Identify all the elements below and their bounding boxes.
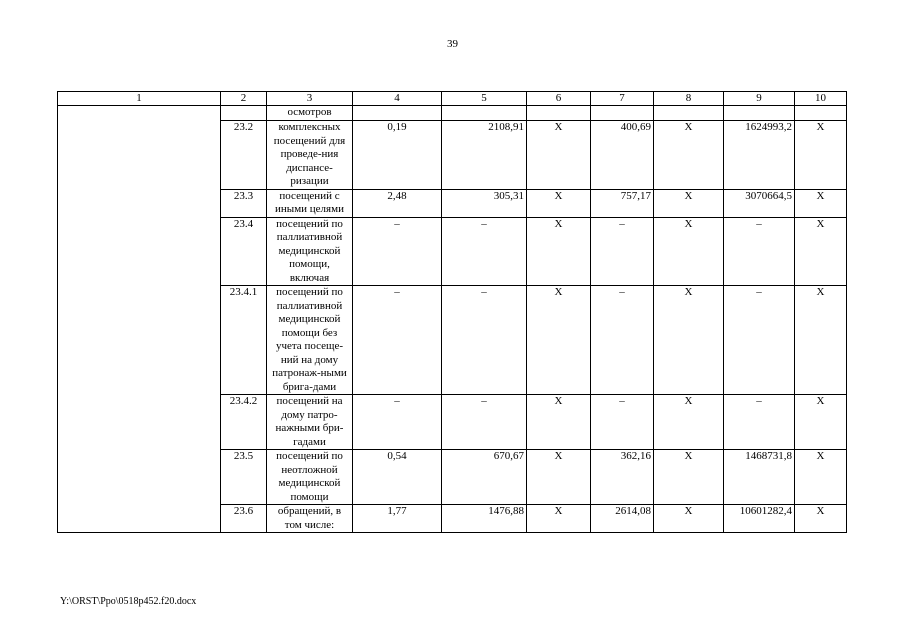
cell-col6: X xyxy=(527,450,591,505)
cell-col4: – xyxy=(353,395,442,450)
merged-cell-col1 xyxy=(58,106,221,533)
cell-num: 23.2 xyxy=(221,121,267,190)
cell-num: 23.4.2 xyxy=(221,395,267,450)
cell-col8: X xyxy=(654,450,724,505)
cell-col9: 10601282,4 xyxy=(724,505,795,533)
cell-col9: – xyxy=(724,286,795,395)
header-cell: 2 xyxy=(221,92,267,106)
cell-num: 23.5 xyxy=(221,450,267,505)
cell-desc: осмотров xyxy=(267,106,353,121)
header-cell: 7 xyxy=(591,92,654,106)
cell-col5: 305,31 xyxy=(442,189,527,217)
cell-col6: X xyxy=(527,121,591,190)
cell-col4: 0,19 xyxy=(353,121,442,190)
cell-col8: X xyxy=(654,217,724,286)
cell-col9: 1624993,2 xyxy=(724,121,795,190)
data-table xyxy=(57,91,847,533)
cell-col8: X xyxy=(654,189,724,217)
cell-desc: комплексных посещений для проведе-ния диспансе-ризации xyxy=(267,121,353,190)
cell-col9: 1468731,8 xyxy=(724,450,795,505)
cell-desc: посещений по паллиативной медицинской помощи без учета посеще-ний на дому патронаж-ными брига-дами xyxy=(267,286,353,395)
header-cell: 10 xyxy=(795,92,847,106)
cell-empty xyxy=(795,106,847,121)
cell-desc: обращений, в том числе: xyxy=(267,505,353,533)
cell-col8: X xyxy=(654,286,724,395)
cell-col5: – xyxy=(442,217,527,286)
cell-col6: X xyxy=(527,395,591,450)
cell-num: 23.4 xyxy=(221,217,267,286)
cell-empty xyxy=(527,106,591,121)
cell-col8: X xyxy=(654,505,724,533)
cell-col10: X xyxy=(795,121,847,190)
cell-empty xyxy=(353,106,442,121)
cell-col8: X xyxy=(654,395,724,450)
cell-desc: посещений по неотложной медицинской помощи xyxy=(267,450,353,505)
cell-col4: 1,77 xyxy=(353,505,442,533)
cell-empty xyxy=(591,106,654,121)
header-cell: 3 xyxy=(267,92,353,106)
header-cell: 9 xyxy=(724,92,795,106)
cell-col10: X xyxy=(795,217,847,286)
header-cell: 5 xyxy=(442,92,527,106)
cell-col7: – xyxy=(591,286,654,395)
cell-col6: X xyxy=(527,505,591,533)
cell-col7: 400,69 xyxy=(591,121,654,190)
cell-col5: – xyxy=(442,395,527,450)
cell-col6: X xyxy=(527,189,591,217)
cell-col9: 3070664,5 xyxy=(724,189,795,217)
header-cell: 1 xyxy=(58,92,221,106)
page-number: 39 xyxy=(447,38,458,50)
cell-desc: посещений по паллиативной медицинской помощи, включая xyxy=(267,217,353,286)
table-row-continued xyxy=(58,106,847,121)
cell-num: 23.3 xyxy=(221,189,267,217)
cell-col5: 670,67 xyxy=(442,450,527,505)
cell-col10: X xyxy=(795,450,847,505)
cell-num: 23.6 xyxy=(221,505,267,533)
cell-col10: X xyxy=(795,189,847,217)
cell-col4: 0,54 xyxy=(353,450,442,505)
cell-col9: – xyxy=(724,395,795,450)
cell-empty xyxy=(724,106,795,121)
cell-col7: 757,17 xyxy=(591,189,654,217)
cell-col7: 362,16 xyxy=(591,450,654,505)
cell-col5: – xyxy=(442,286,527,395)
cell-col9: – xyxy=(724,217,795,286)
cell-desc: посещений на дому патро-нажными бри-гадами xyxy=(267,395,353,450)
cell-num: 23.4.1 xyxy=(221,286,267,395)
cell-col10: X xyxy=(795,505,847,533)
file-path-footer: Y:\ORST\Ppo\0518p452.f20.docx xyxy=(60,596,197,607)
cell-col6: X xyxy=(527,286,591,395)
cell-col6: X xyxy=(527,217,591,286)
cell-empty xyxy=(442,106,527,121)
cell-col7: – xyxy=(591,217,654,286)
cell-col10: X xyxy=(795,395,847,450)
cell-col5: 1476,88 xyxy=(442,505,527,533)
cell-col8: X xyxy=(654,121,724,190)
cell-col4: 2,48 xyxy=(353,189,442,217)
header-cell: 8 xyxy=(654,92,724,106)
cell-num xyxy=(221,106,267,121)
header-cell: 4 xyxy=(353,92,442,106)
cell-col7: – xyxy=(591,395,654,450)
cell-col10: X xyxy=(795,286,847,395)
cell-col5: 2108,91 xyxy=(442,121,527,190)
header-row xyxy=(58,92,847,106)
cell-col7: 2614,08 xyxy=(591,505,654,533)
cell-col4: – xyxy=(353,286,442,395)
cell-col4: – xyxy=(353,217,442,286)
header-cell: 6 xyxy=(527,92,591,106)
cell-desc: посещений с иными целями xyxy=(267,189,353,217)
cell-empty xyxy=(654,106,724,121)
